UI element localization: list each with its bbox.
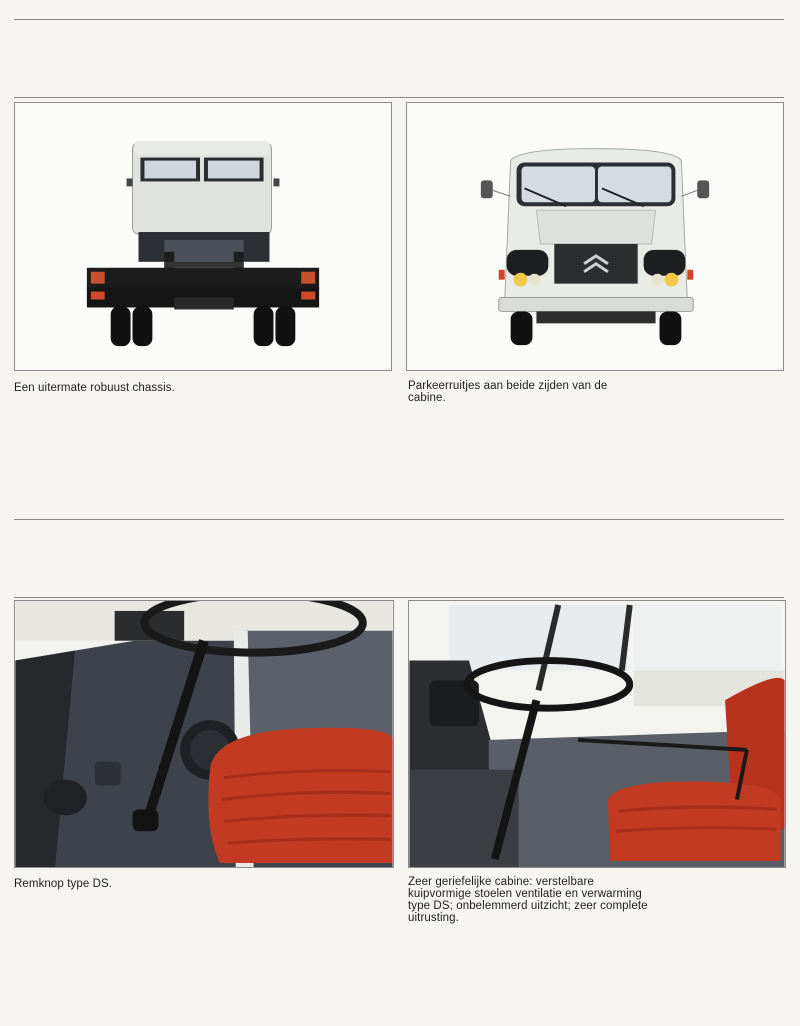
photo-cabin-interior [408,600,786,868]
photo-chassis-rear [14,102,392,371]
upper-rule [14,97,784,98]
photo-cab-front [406,102,784,371]
brake-knob-illustration [15,601,393,867]
middle-rule [14,519,784,520]
caption-chassis: Een uitermate robuust chassis. [14,382,175,394]
caption-parking-lights: Parkeerruitjes aan beide zijden van de cabine. [408,380,608,404]
caption-brake-knob: Remknop type DS. [14,878,113,890]
caption-cabin: Zeer geriefelijke cabine: verstelbare kuipvormige stoelen ventilatie en verwarming type DS; onbelemmerd uitzicht; zeer complete uitrusting. [408,876,648,924]
top-rule [14,19,784,20]
photo-brake-knob [14,600,394,868]
cabin-interior-illustration [409,601,785,867]
chassis-illustration [15,103,391,370]
lower-rule [14,597,784,598]
cab-front-illustration [407,103,783,370]
